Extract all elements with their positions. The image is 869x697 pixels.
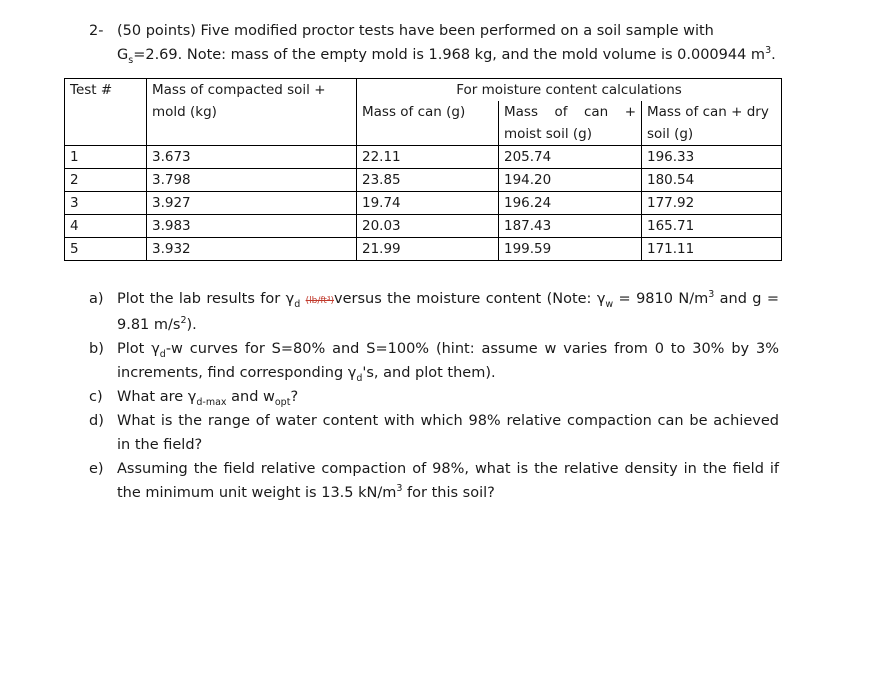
header-group-label: For moisture content calculations <box>456 82 682 98</box>
cell-moist: 194.20 <box>499 169 642 192</box>
cell-can: 22.11 <box>357 146 499 169</box>
cell-moist: 199.59 <box>499 238 642 261</box>
question-c <box>89 385 779 409</box>
q-c-part: What are γ <box>117 389 197 405</box>
cell-moist: 187.43 <box>499 215 642 238</box>
header-can-label: Mass of can (g) <box>362 104 466 120</box>
q-a-sup: 3 <box>708 289 715 301</box>
question-text <box>117 287 779 337</box>
cell-test: 3 <box>65 192 147 215</box>
problem-intro: (50 points) Five modified proctor tests have been performed on a soil sample with <box>117 23 714 39</box>
header-moist <box>499 101 642 146</box>
cell-dry: 165.71 <box>642 215 782 238</box>
gs-symbol: G <box>117 47 129 63</box>
q-e-part: for this soil? <box>402 485 495 501</box>
period: . <box>771 47 776 63</box>
gs-subscript: s <box>128 54 134 66</box>
header-moist-line-1 <box>504 101 636 123</box>
cell-can: 20.03 <box>357 215 499 238</box>
q-b-part: 's, and plot them). <box>362 365 496 381</box>
cell-moist: 196.24 <box>499 192 642 215</box>
question-text <box>117 337 779 385</box>
problem-note: =2.69. Note: mass of the empty mold is 1.968 kg, and the mold volume is 0.000944 m <box>133 47 766 63</box>
header-group <box>357 79 782 102</box>
q-b-sub: d <box>159 348 166 360</box>
question-label: c) <box>89 389 103 405</box>
question-text <box>117 385 779 409</box>
cell-can: 23.85 <box>357 169 499 192</box>
cell-mass: 3.927 <box>147 192 357 215</box>
q-a-part: versus the moisture content (Note: γ <box>334 291 606 307</box>
q-c-part: ? <box>290 389 299 405</box>
cell-dry: 171.11 <box>642 238 782 261</box>
table-row <box>65 215 782 238</box>
cell-mass: 3.673 <box>147 146 357 169</box>
q-a-sup: 2 <box>180 315 187 327</box>
q-b-part: Plot γ <box>117 341 160 357</box>
table-row <box>65 169 782 192</box>
q-a-part: and g = 9.81 m/s <box>117 291 779 333</box>
header-moist-line-2: moist soil (g) <box>504 126 592 142</box>
cell-dry: 196.33 <box>642 146 782 169</box>
header-test <box>65 79 147 146</box>
cell-dry: 177.92 <box>642 192 782 215</box>
header-dry-line-2: soil (g) <box>647 126 694 142</box>
header-moist-word: can <box>583 104 609 120</box>
cell-can: 19.74 <box>357 192 499 215</box>
problem-number: 2- <box>89 23 104 39</box>
table-row <box>65 238 782 261</box>
cell-mass: 3.932 <box>147 238 357 261</box>
question-e <box>89 457 779 505</box>
header-moist-word: of <box>554 104 568 120</box>
cell-test: 5 <box>65 238 147 261</box>
header-dry-line-1: Mass of can + dry <box>647 104 769 120</box>
table-header-row-1 <box>65 79 782 102</box>
proctor-data-table <box>64 78 782 261</box>
table-row <box>65 146 782 169</box>
problem-line-1 <box>89 19 779 43</box>
q-a-part: = 9810 N/m <box>613 291 709 307</box>
question-text <box>117 457 779 505</box>
q-c-part: and w <box>226 389 275 405</box>
problem-header <box>89 19 779 67</box>
q-e-part: Assuming the field relative compaction of 98%, what is the relative density in the field if the minimum unit weight is 13.5 kN/m <box>117 461 779 501</box>
cell-dry: 180.54 <box>642 169 782 192</box>
header-moist-word: Mass <box>504 104 538 120</box>
q-a-part: ). <box>186 317 197 333</box>
question-label: e) <box>89 461 104 477</box>
q-a-sub: d <box>294 298 301 310</box>
question-list <box>89 287 779 505</box>
header-test-label: Test # <box>70 82 113 98</box>
q-b-sub: d <box>356 372 363 384</box>
question-label: a) <box>89 291 104 307</box>
header-mass-line-2: mold (kg) <box>152 104 217 120</box>
problem-line-2 <box>89 43 779 67</box>
question-text: What is the range of water content with which 98% relative compaction can be achieved in the field? <box>117 413 779 453</box>
question-label: b) <box>89 341 104 357</box>
question-label: d) <box>89 413 104 429</box>
cell-mass: 3.983 <box>147 215 357 238</box>
q-c-sub: opt <box>274 396 291 408</box>
header-dry <box>642 101 782 146</box>
q-a-part: Plot the lab results for γ <box>117 291 295 307</box>
header-mass-line-1: Mass of compacted soil + <box>152 82 326 98</box>
q-c-sub: d-max <box>196 396 227 408</box>
volume-exponent: 3 <box>765 45 772 57</box>
cell-moist: 205.74 <box>499 146 642 169</box>
question-b <box>89 337 779 385</box>
table-row <box>65 192 782 215</box>
question-a <box>89 287 779 337</box>
header-can <box>357 101 499 146</box>
cell-test: 1 <box>65 146 147 169</box>
header-mass <box>147 79 357 146</box>
question-d <box>89 409 779 457</box>
q-e-sup: 3 <box>396 483 403 495</box>
cell-test: 2 <box>65 169 147 192</box>
q-a-sub: w <box>605 298 614 310</box>
strikethrough-annotation: (lb/ft³) <box>305 296 335 306</box>
cell-can: 21.99 <box>357 238 499 261</box>
cell-mass: 3.798 <box>147 169 357 192</box>
q-b-part: -w curves for S=80% and S=100% (hint: assume w varies from 0 to 30% by 3% increments, find corresponding γ <box>117 341 779 381</box>
cell-test: 4 <box>65 215 147 238</box>
header-moist-word: + <box>624 104 636 120</box>
